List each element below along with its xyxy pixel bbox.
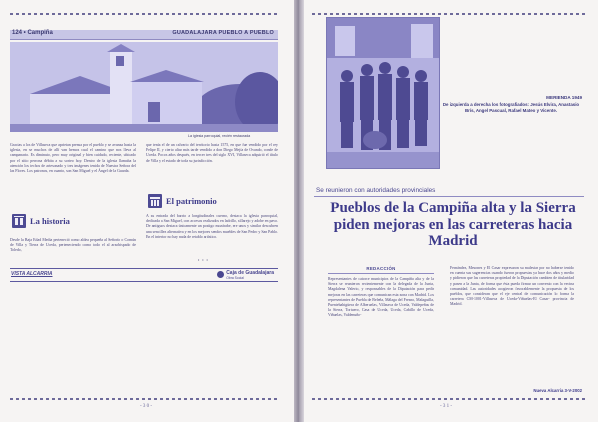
- left-col1-text: Gracias a los de Villaseca que aprietan prensa por el pueblo y se avanza hasta la iglesia, en se muchos de allí van hemos cual el camino que nos lleva al campanario. Es diminuto, pero muy original y bien cuidado, reciente, ubicado por el sitio perrona débita a su sorteo hoy. Dentro de la iglesia llamaba la atención los techos de artesonado y tres imágenes tenida de Nuestra Señora del las Flores. Los patronos, en cuanto, son San Miguel y el Ángel de la Guarda.: [10, 143, 136, 174]
- left-page-number: - 3 0 -: [140, 404, 153, 409]
- caja-logo-icon: [217, 271, 224, 278]
- left-page: [0, 0, 294, 422]
- article-col1: Representantes de catorce municipios de la Campiña alta y de la Sierra se reunieron recientemente con la delegada de la Junta, Magdalena Valerio, y responsables de la Diputación para pedir mejoras en las carreteras que comunican esta zona con Madrid. Los representantes de Puebla de Beleña, Málaga del Fresno, Malaguilla, Puentebahigüera de Alberuelas, Villaseca de Uceda, Valdepeñas de la Sierra, Tortuero, Casa de Uceda, Uceda, Cabillo de Uceda, Viñuelas, Valdenuño-: [328, 277, 434, 318]
- book-gutter: [294, 0, 304, 422]
- kicker-text: Se reunieron con autoridades provinciales: [316, 187, 436, 194]
- left-footer-bar: [10, 268, 278, 282]
- page-label: 124 • Campiña: [12, 30, 53, 36]
- heritage-title: El patrimonio: [166, 196, 217, 206]
- footer-left-label: VISTA ALCARRIA: [11, 271, 53, 277]
- caja-logo-text: Caja de Guadalajara: [226, 270, 274, 276]
- article-byline: REDACCIÓN: [366, 266, 396, 271]
- top-dotted-rule-right: [312, 13, 588, 15]
- section-title: GUADALAJARA PUEBLO A PUEBLO: [172, 30, 274, 36]
- heritage-icon: [148, 194, 162, 208]
- left-page-header: [10, 30, 278, 40]
- caja-logo-sub: Obra Social: [226, 276, 244, 280]
- article-kicker: [314, 186, 584, 196]
- end-marks: • • •: [198, 258, 209, 262]
- merienda-photo-caption: De izquierda a derecha los fotografiados: Jesús Elvira, Anastasio Brís, Angel Pascual, Rafael Mateo y Vicente.: [442, 102, 580, 113]
- church-photo: [10, 42, 278, 132]
- merienda-photo-title: MERIENDA 1949: [546, 95, 582, 100]
- church-illustration: [10, 42, 278, 132]
- history-text: Desde la Baja Edad Media perteneció como aldea pequeña al Señorío o Común de Villa y Tierra de Uceda, perteneciendo como todo el al arzobispado de Toledo,: [10, 238, 136, 253]
- group-photo-illustration: [327, 18, 439, 168]
- merienda-photo: [326, 17, 440, 169]
- church-photo-caption: La iglesia parroquial, recién restaurada: [188, 134, 251, 138]
- right-page: [304, 0, 598, 422]
- caja-guadalajara-logo: [226, 270, 274, 280]
- history-title: La historia: [30, 216, 70, 226]
- left-col2-text: que tenía el de un calvario del territorio hasta 1575, en que fue vendido por el rey Felipe II, y cierto altar más tarde vendido a don Diego Mejía de Ovando, conde de Uceda. Pocos años después, en tercer tres del siglo XVI, Villaseca adquirió el título de Villa y el estado de toda su jurisdicción.: [146, 143, 278, 163]
- bottom-dotted-rule: [10, 398, 280, 400]
- bottom-dotted-rule-right: [312, 398, 588, 400]
- byline-rule: [328, 273, 434, 274]
- top-dotted-rule: [10, 13, 280, 15]
- source-date: Nueva Alcarria 3-V-2002: [533, 388, 582, 393]
- history-icon: [12, 214, 26, 228]
- heritage-text: A su entrada del barrio a longitudinales cuerno, destaca la iglesia parroquial, dedicada a San Miguel, con accesos realizados en ladrillo, sillarejo y adobe en pavo. De antiguos destaca únicamente un postigo mozárabe, ere unos y similar descubren una sencillez alternativa y en los mejores sendos muebles de San Pedro y San Pablo. En el interior no hay nada de retablo artístico.: [146, 214, 278, 239]
- article-col2: Fernández, Mesones y El Casar expresaron su malestar por no haberse tenido en cuenta sus sugerencias cuando fueron propuestas ya hace dos años y medio y pidieron que las carreteras propiedad de la Diputación cambien de titularidad y pasen a la Junta, de forma que ésta pueda firmar un convenio con la vecina comunidad. Las autoridades acogieron favorablemente la propuesta de los pueblos, que consideran que el eje central de comunicación lo forma la carretera CM-1001-Villaseca de Uceda-Viñuelas-El Casar- provincia de Madrid.: [450, 266, 574, 307]
- article-headline: Pueblos de la Campiña alta y la Sierra piden mejoras en las carreteras hacia Madrid: [330, 200, 576, 249]
- right-page-number: - 3 1 -: [440, 404, 453, 409]
